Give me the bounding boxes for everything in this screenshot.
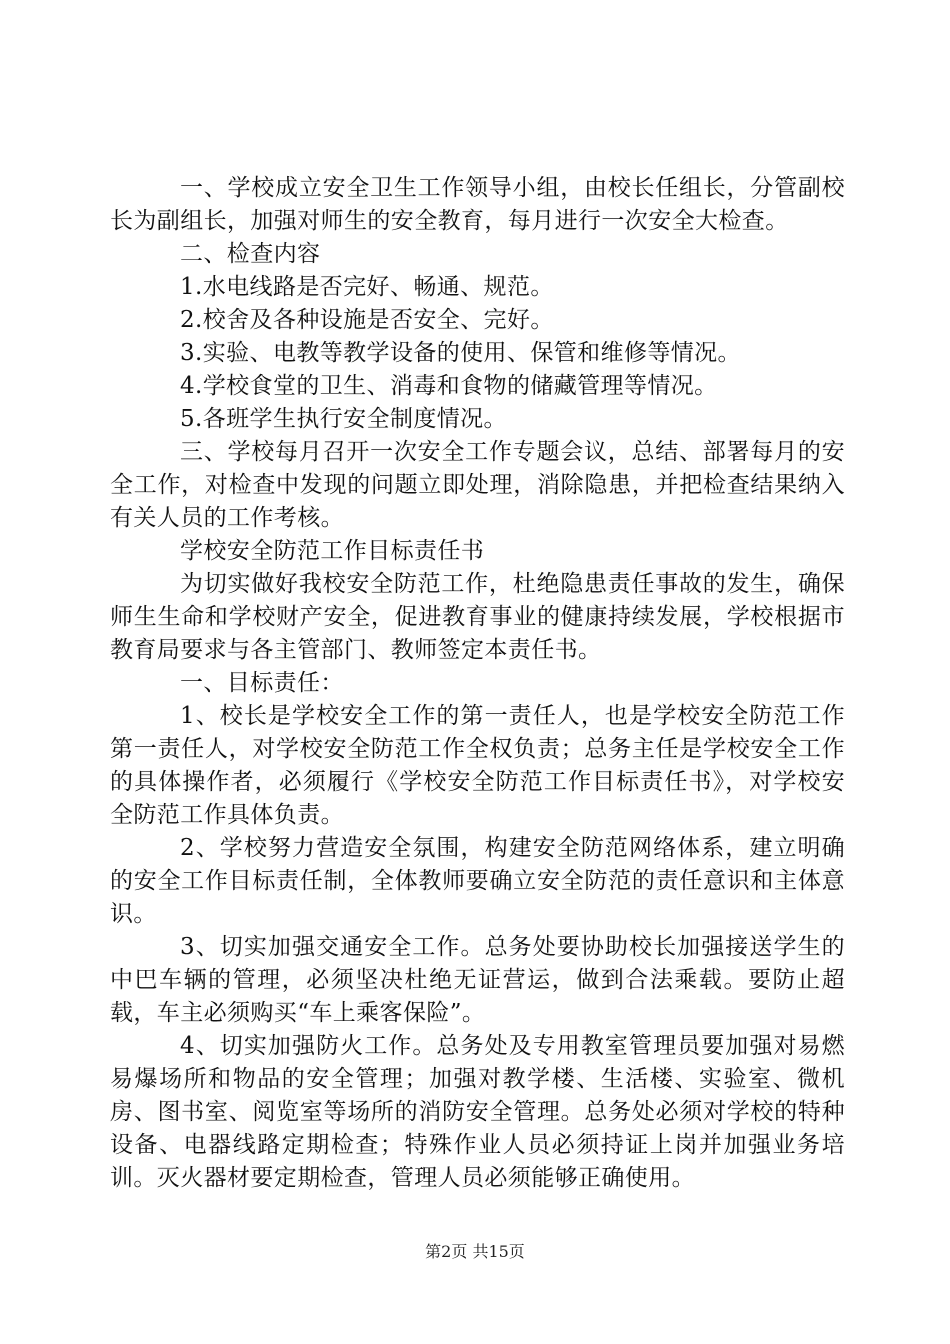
paragraph-target-2: 2、学校努力营造安全氛围，构建安全防范网络体系，建立明确的安全工作目标责任制，全体教师要确立安全防范的责任意识和主体意识。 [110,835,845,927]
paragraph-item-2: 2.校舍及各种设施是否安全、完好。 [180,307,554,333]
paragraph-item-5: 5.各班学生执行安全制度情况。 [180,406,507,432]
paragraph-monthly-meeting: 三、学校每月召开一次安全工作专题会议，总结、部署每月的安全工作，对检查中发现的问题立即处理，消除隐患，并把检查结果纳入有关人员的工作考核。 [110,439,845,531]
paragraph-item-4: 4.学校食堂的卫生、消毒和食物的储藏管理等情况。 [180,373,718,399]
section-title: 学校安全防范工作目标责任书 [180,538,485,564]
paragraph-item-1: 1.水电线路是否完好、畅通、规范。 [180,274,554,300]
paragraph-inspection-heading: 二、检查内容 [180,241,321,267]
paragraph-target-4: 4、切实加强防火工作。总务处及专用教室管理员要加强对易燃易爆场所和物品的安全管理；加强对教学楼、生活楼、实验室、微机房、图书室、阅览室等场所的消防安全管理。总务处必须对学校的特种设备、电器线路定期检查；特殊作业人员必须持证上岗并加强业务培训。灭火器材要定期检查，管理人员必须能够正确使用。 [110,1033,845,1191]
page-number-footer: 第2页 共15页 [425,1242,525,1261]
paragraph-safety-group: 一、学校成立安全卫生工作领导小组，由校长任组长，分管副校长为副组长，加强对师生的安全教育，每月进行一次安全大检查。 [110,175,845,234]
paragraph-target-3: 3、切实加强交通安全工作。总务处要协助校长加强接送学生的中巴车辆的管理，必须坚决杜绝无证营运，做到合法乘载。要防止超载，车主必须购买“车上乘客保险”。 [110,934,845,1026]
document-body [110,172,845,1195]
paragraph-target-heading: 一、目标责任： [180,670,344,696]
paragraph-item-3: 3.实验、电教等教学设备的使用、保管和维修等情况。 [180,340,741,366]
paragraph-intro: 为切实做好我校安全防范工作，杜绝隐患责任事故的发生，确保师生生命和学校财产安全，促进教育事业的健康持续发展，学校根据市教育局要求与各主管部门、教师签定本责任书。 [110,571,845,663]
paragraph-target-1: 1、校长是学校安全工作的第一责任人，也是学校安全防范工作第一责任人，对学校安全防范工作全权负责；总务主任是学校安全工作的具体操作者，必须履行《学校安全防范工作目标责任书》，对学校安全防范工作具体负责。 [110,703,845,828]
